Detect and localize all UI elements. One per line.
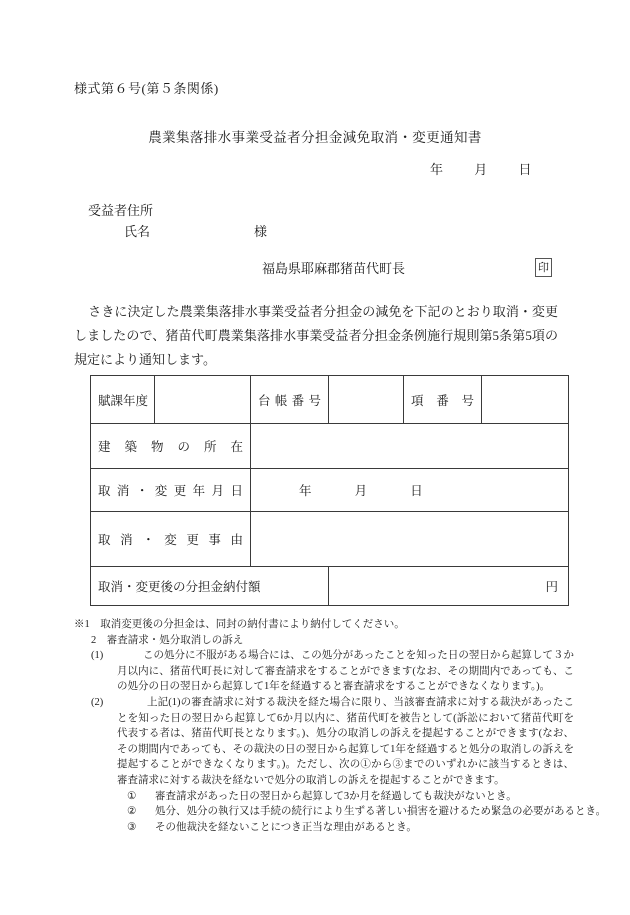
document-title: 農業集落排水事業受益者分担金減免取消・変更通知書: [148, 130, 482, 145]
table-row: [91, 567, 569, 606]
footnote-item-1: [74, 648, 574, 695]
issuer-name: 福島県耶麻郡猪苗代町長: [262, 261, 406, 276]
footnote-item-2: [74, 695, 574, 789]
beneficiary-address-label: 受益者住所: [88, 203, 154, 218]
change-date-year-label: 年: [299, 484, 312, 498]
footnote-1: ※1 取消変更後の分担金は、同封の納付書により納付してください。: [74, 619, 405, 630]
footnote-item-1-text: この処分に不服がある場合には、この処分があったことを知った日の翌日から起算して３か月以内に、猪苗代町長に対して審査請求をすることができます(なお、その期間内であっても、この処分の日の翌日から起算して1年を経過すると審査請求をすることができなくなります。)。: [117, 650, 574, 693]
seal-box: 印: [535, 258, 552, 277]
currency-unit-label: 円: [545, 580, 558, 594]
footnote-item-2-text: 上記(1)の審査請求に対する裁決を経た場合に限り、当該審査請求に対する裁決があったことを知った日の翌日から起算して6か月以内に、猪苗代町を被告として(訴訟において猪苗代町を代表する者は、猪苗代町長となります。)、処分の取消しの訴えを提起することができます(なお、その期間内であっても、その裁決の日の翌日から起算して1年を経過すると処分の取消しの訴えを提起することができなくなります。)。ただし、次の①から③までのいずれかに該当するときは、審査請求に対する裁決を経ないで処分の取消しの訴えを提起することができます。: [117, 696, 574, 786]
footnote-circled-3: [74, 820, 574, 836]
footnote-circled-1-marker: ①: [127, 790, 137, 802]
issuer-row: [262, 258, 552, 277]
cell-payment-amount-label: 取消・変更後の分担金納付額: [91, 567, 329, 606]
table-row: [91, 469, 569, 512]
notification-table: [90, 375, 569, 606]
footnote-2: 2 審査請求・処分取消しの訴え: [91, 634, 244, 646]
footnote-item-2-marker: (2): [91, 696, 104, 708]
cell-change-date-value[interactable]: [251, 469, 569, 512]
cell-fiscal-year-value[interactable]: [155, 376, 251, 424]
form-number: 様式第６号(第５条関係): [74, 81, 219, 96]
beneficiary-name-row: [124, 221, 267, 240]
table-row: [91, 376, 569, 424]
issue-date-line: [430, 159, 532, 178]
footnote-circled-3-marker: ③: [127, 821, 137, 833]
cell-change-reason-value[interactable]: [251, 512, 569, 567]
cell-change-reason-label: 取消・変更事由: [91, 512, 251, 567]
change-date-month-label: 月: [354, 484, 368, 498]
date-year-label: 年: [430, 162, 444, 177]
cell-payment-amount-value[interactable]: [329, 567, 569, 606]
footnote-circled-1-text: 審査請求があった日の翌日から起算して3か月を経過しても裁決がないとき。: [155, 790, 517, 802]
cell-ledger-number-label: 台帳番号: [251, 376, 329, 424]
footnote-circled-2-marker: ②: [127, 806, 137, 818]
body-paragraph: さきに決定した農業集落排水事業受益者分担金の減免を下記のとおり取消・変更しましたので、猪苗代町農業集落排水事業受益者分担金条例施行規則第5条第5項の規定により通知します。: [74, 304, 558, 367]
beneficiary-honorific: 様: [254, 224, 268, 239]
table-row: [91, 424, 569, 469]
footnotes: [74, 617, 607, 835]
date-month-label: 月: [474, 162, 488, 177]
cell-ledger-number-value[interactable]: [329, 376, 404, 424]
date-day-label: 日: [518, 162, 532, 177]
change-date-day-label: 日: [410, 484, 423, 498]
footnote-circled-1: [74, 789, 574, 805]
cell-building-location-value[interactable]: [251, 424, 569, 469]
cell-change-date-label: 取消・変更年月日: [91, 469, 251, 512]
footnote-circled-2-text: 処分、処分の執行又は手続の続行により生ずる著しい損害を避けるため緊急の必要があるとき。: [155, 806, 607, 818]
cell-item-number-label: 項番号: [404, 376, 482, 424]
footnote-item-1-marker: (1): [91, 650, 104, 662]
footnote-circled-3-text: その他裁決を経ないことにつき正当な理由があるとき。: [155, 821, 417, 833]
cell-fiscal-year-label: 賦課年度: [91, 376, 155, 424]
table-row: [91, 512, 569, 567]
cell-building-location-label: 建築物の所在: [91, 424, 251, 469]
cell-item-number-value[interactable]: [482, 376, 569, 424]
beneficiary-name-label: 氏名: [124, 224, 151, 239]
footnote-circled-2: [74, 804, 607, 820]
